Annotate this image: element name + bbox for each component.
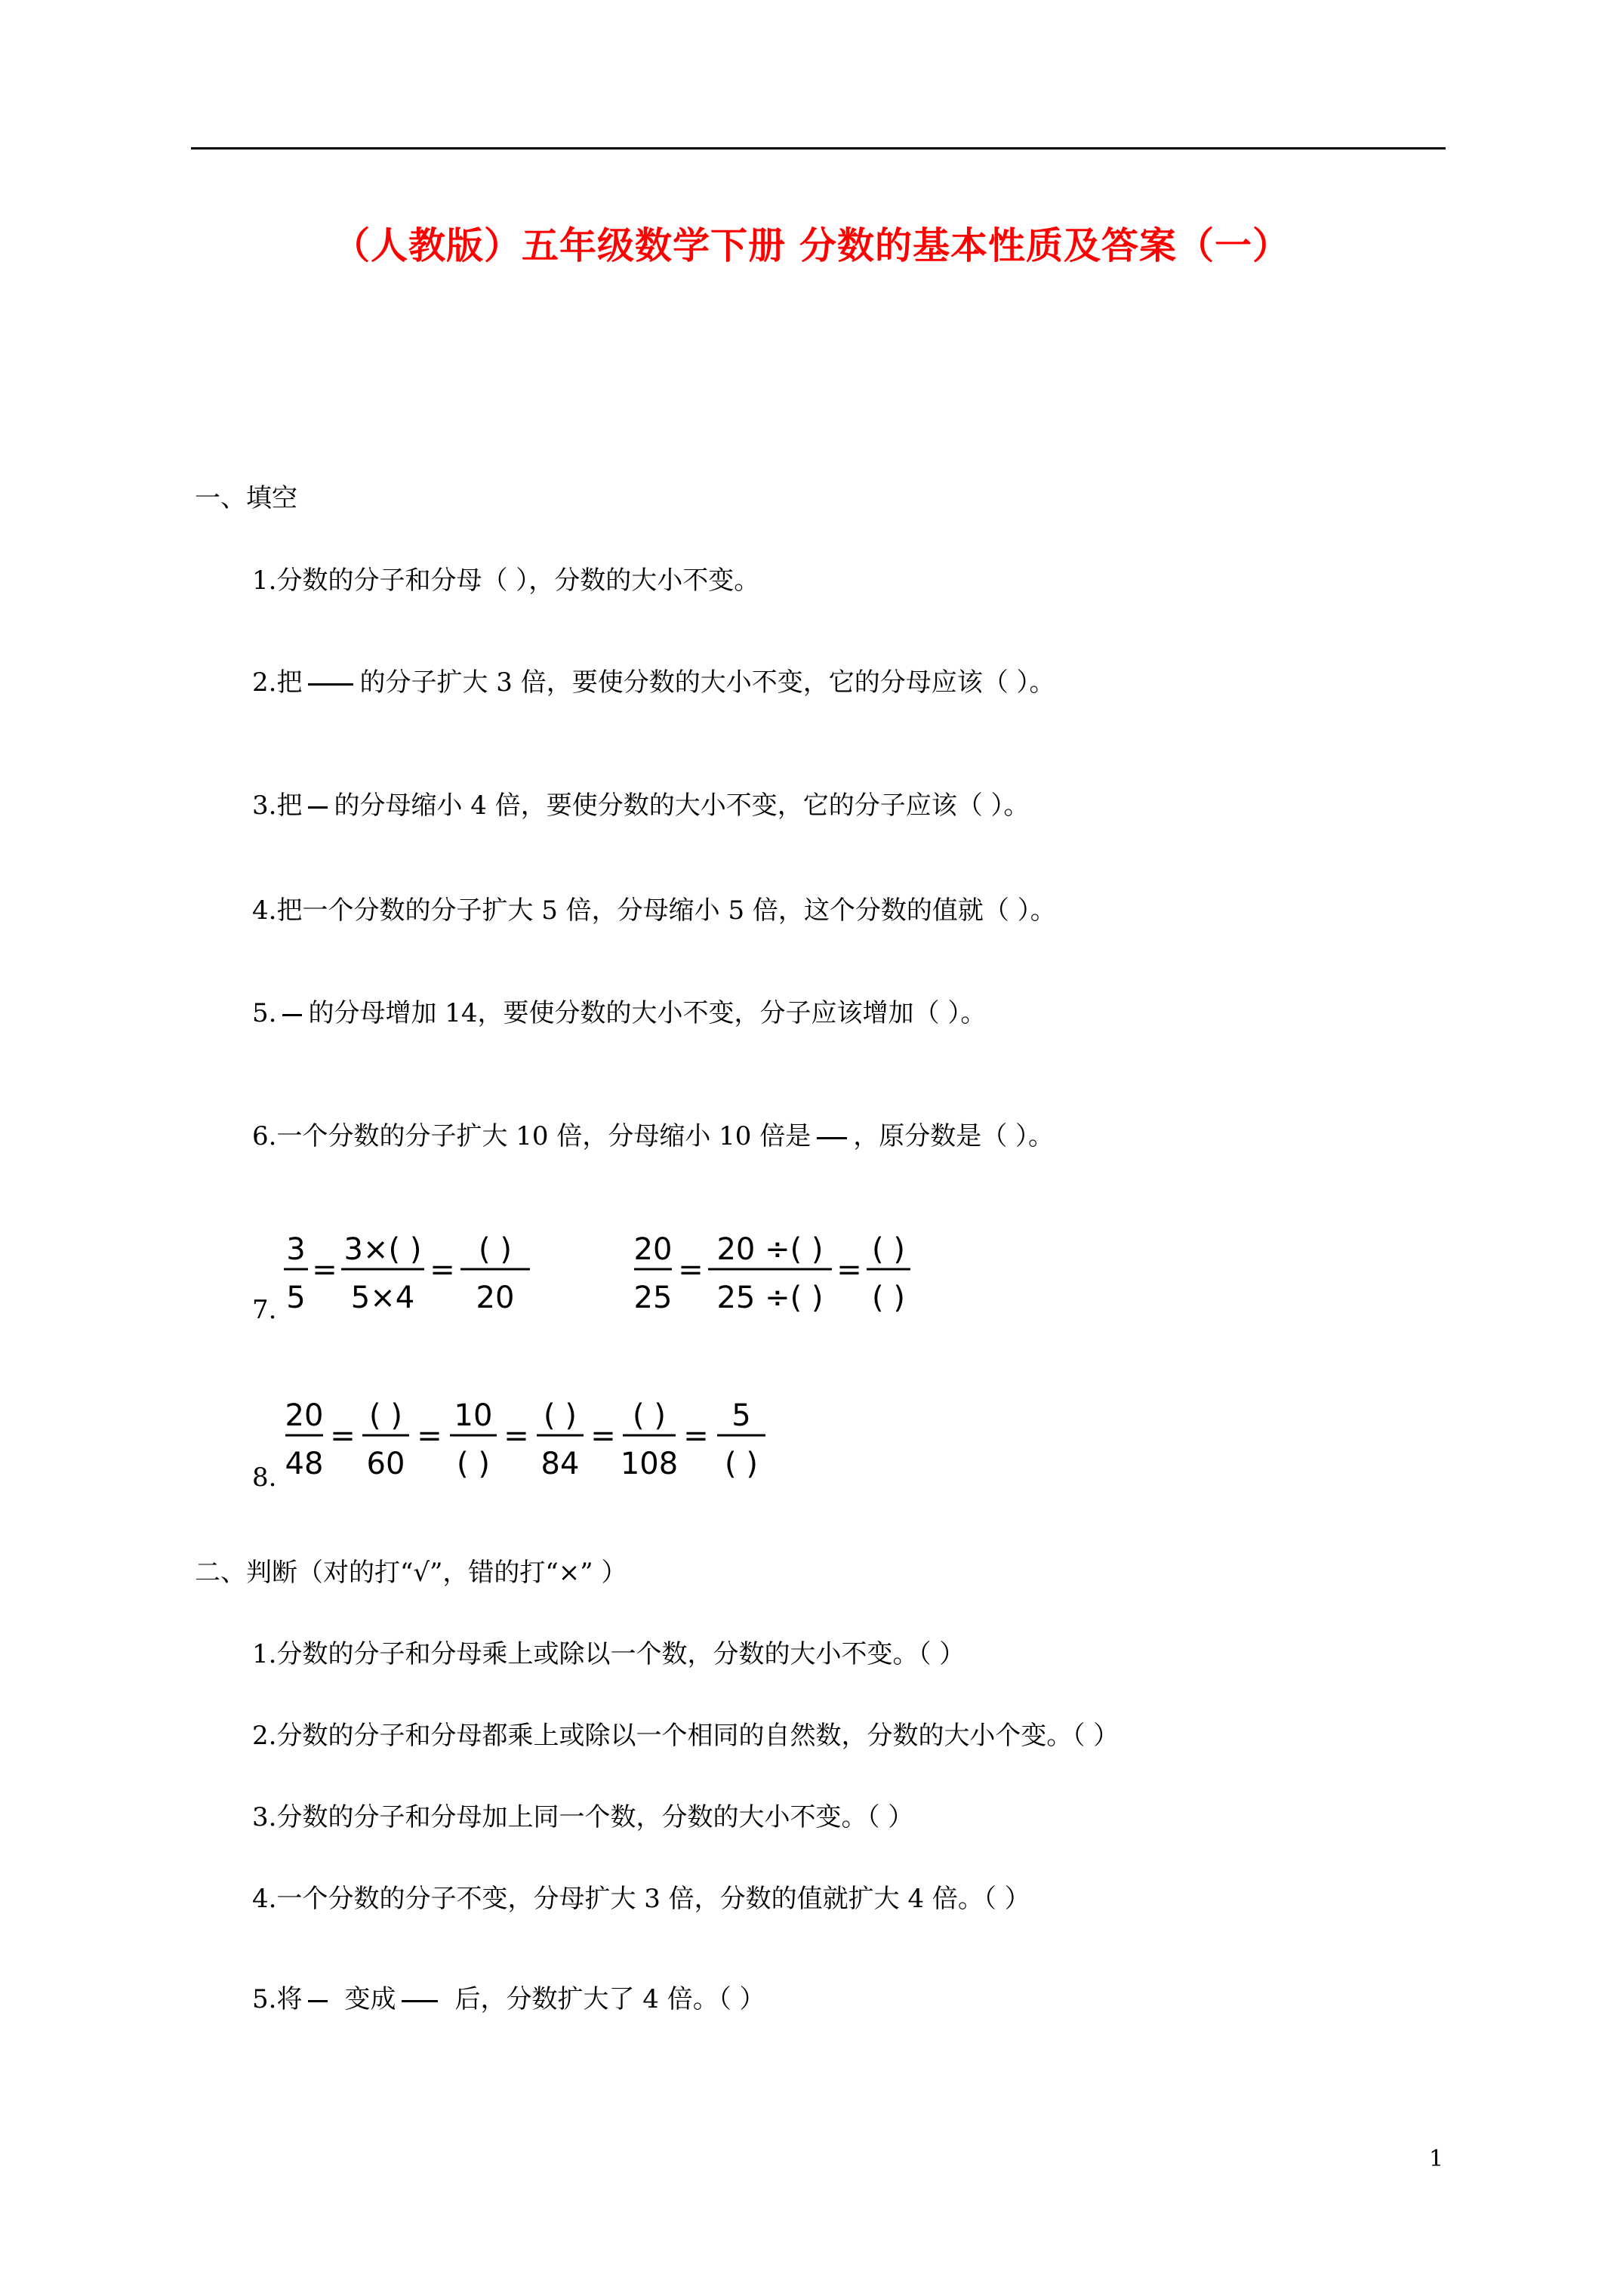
page-number: 1	[1429, 2146, 1444, 2172]
fill-question-8-label: 8.	[252, 1462, 277, 1493]
fill-question-1: 1.分数的分子和分母（ ），分数的大小不变。	[252, 566, 760, 596]
j5-middle: 变成	[344, 1984, 396, 2014]
q7-f3-numerator: ( )	[872, 1232, 905, 1267]
q8-f2-denominator: 60	[366, 1447, 405, 1481]
j5-prefix: 5.将	[252, 1984, 303, 2014]
q8-f6-numerator: 5	[731, 1398, 751, 1433]
document-title: （人教版）五年级数学下册 分数的基本性质及答案（一）	[332, 223, 1291, 267]
q8-f4-denominator: 84	[540, 1447, 580, 1481]
fill-question-7-equations	[279, 1223, 944, 1336]
q7-f3-denominator: 20	[476, 1281, 515, 1315]
j5-suffix: 后，分数扩大了 4 倍。（ ）	[454, 1984, 765, 2014]
equals-sign: =	[836, 1253, 862, 1287]
equals-sign: =	[430, 1253, 455, 1287]
q7-f2-denominator: 5×4	[350, 1281, 415, 1315]
q7-f2-numerator: 3×( )	[343, 1232, 422, 1267]
q8-f5-numerator: ( )	[633, 1398, 666, 1433]
q8-f3-denominator: ( )	[457, 1447, 490, 1481]
q8-f3-numerator: 10	[454, 1398, 493, 1433]
q7-f1-denominator: 25	[633, 1281, 673, 1315]
judge-question-3: 3.分数的分子和分母加上同一个数，分数的大小不变。（ ）	[252, 1802, 914, 1832]
section-heading-fill-blank: 一、填空	[195, 483, 297, 513]
q5-prefix: 5.	[252, 998, 277, 1028]
q7-f2-numerator: 20 ÷( )	[716, 1232, 824, 1267]
q3-suffix: 的分母缩小 4 倍，要使分数的大小不变，它的分子应该（ ）。	[334, 791, 1030, 821]
q2-prefix: 2.把	[252, 667, 303, 698]
q8-f1-denominator: 48	[285, 1447, 324, 1481]
q7-f1-numerator: 3	[286, 1232, 306, 1267]
q7-equation-2	[634, 1232, 910, 1315]
fill-question-6	[252, 1115, 1054, 1152]
judge-question-1: 1.分数的分子和分母乘上或除以一个数，分数的大小不变。（ ）	[252, 1639, 965, 1669]
judge-question-4: 4.一个分数的分子不变，分母扩大 3 倍，分数的值就扩大 4 倍。（ ）	[252, 1884, 1030, 1914]
equals-sign: =	[417, 1419, 442, 1453]
q7-f2-denominator: 25 ÷( )	[716, 1281, 824, 1315]
fill-question-4: 4.把一个分数的分子扩大 5 倍，分母缩小 5 倍，这个分数的值就（ ）。	[252, 895, 1056, 926]
q7-equation-1	[284, 1232, 530, 1315]
q5-suffix: 的分母增加 14，要使分数的大小不变，分子应该增加（ ）。	[308, 998, 987, 1028]
fraction-bar	[402, 2000, 438, 2002]
equals-sign: =	[683, 1419, 709, 1453]
fraction-bar	[282, 1014, 302, 1016]
q8-f5-denominator: 108	[620, 1447, 679, 1481]
judge-question-2: 2.分数的分子和分母都乘上或除以一个相同的自然数，分数的大小个变。（ ）	[252, 1721, 1119, 1751]
fill-question-5	[252, 992, 986, 1029]
equals-sign: =	[312, 1253, 337, 1287]
q7-f1-denominator: 5	[286, 1281, 306, 1315]
q8-f1-numerator: 20	[285, 1398, 324, 1433]
header-rule	[191, 147, 1446, 149]
fill-question-8-equation	[279, 1389, 808, 1502]
q6-suffix: ，原分数是（ ）。	[853, 1121, 1055, 1151]
fraction-bar	[308, 683, 353, 686]
q7-f3-numerator: ( )	[479, 1232, 512, 1267]
q6-prefix: 6.一个分数的分子扩大 10 倍，分母缩小 10 倍是	[252, 1121, 812, 1151]
q3-prefix: 3.把	[252, 791, 303, 821]
q2-suffix: 的分子扩大 3 倍，要使分数的大小不变，它的分母应该（ ）。	[359, 667, 1055, 698]
q8-f6-denominator: ( )	[725, 1447, 758, 1481]
equals-sign: =	[590, 1419, 616, 1453]
q8-f4-numerator: ( )	[544, 1398, 577, 1433]
fraction-bar	[308, 806, 328, 809]
fill-question-2	[252, 661, 1055, 698]
q8-f2-numerator: ( )	[369, 1398, 402, 1433]
equals-sign: =	[504, 1419, 529, 1453]
equals-sign: =	[330, 1419, 356, 1453]
q7-f3-denominator: ( )	[872, 1281, 905, 1315]
judge-question-5	[252, 1978, 765, 2015]
section-heading-true-false: 二、判断（对的打“√”，错的打“×” ）	[195, 1558, 627, 1588]
q7-f1-numerator: 20	[633, 1232, 673, 1267]
fraction-bar	[817, 1137, 847, 1139]
equals-sign: =	[678, 1253, 704, 1287]
fill-question-3	[252, 784, 1030, 821]
fraction-bar	[308, 2000, 328, 2002]
fill-question-7-label: 7.	[252, 1295, 277, 1325]
